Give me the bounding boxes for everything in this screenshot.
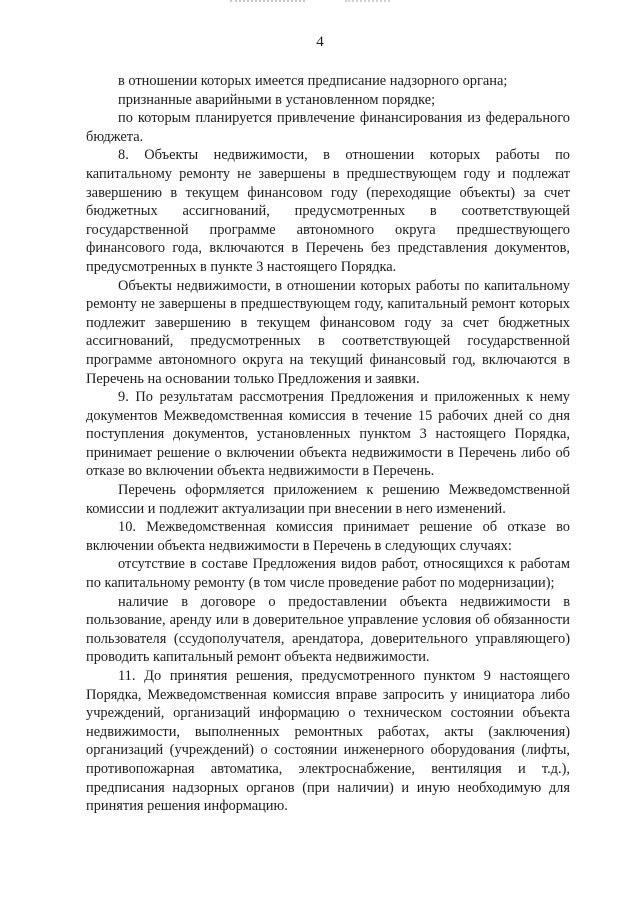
page-number: 4 bbox=[316, 34, 324, 50]
paragraph: в отношении которых имеется предписание надзорного органа; bbox=[118, 73, 508, 89]
paragraph: наличие в договоре о предоставлении объекта недвижимости в пользование, аренду или в доверительное управление условия об обязанности пользователя (ссудополучателя, арендатора, доверительного управляющего) проводить капитальный ремонт объекта недвижимости. bbox=[86, 593, 570, 666]
scan-artifact-right bbox=[345, 0, 390, 12]
paragraph: Перечень оформляется приложением к решению Межведомственной комиссии и подлежит актуализации при внесении в него изменений. bbox=[86, 482, 570, 517]
paragraph: по которым планируется привлечение финансирования из федерального бюджета. bbox=[86, 110, 570, 145]
paragraph-item-8: 8. Объекты недвижимости, в отношении которых работы по капитальному ремонту не завершены в предшествующем году и подлежат завершению в текущем финансовом году (переходящие объекты) за счет бюджетных ассигнований, предусмотренных в соответствующей государственной программе автономного округа предшествующего финансового года, включаются в Перечень без представления документов, предусмотренных в пункте 3 настоящего Порядка. bbox=[86, 147, 570, 275]
scan-artifact-left bbox=[230, 0, 305, 12]
paragraph-item-10: 10. Межведомственная комиссия принимает решение об отказе во включении объекта недвижимости в Перечень в следующих случаях: bbox=[86, 519, 570, 554]
paragraph: отсутствие в составе Предложения видов работ, относящихся к работам по капитальному ремонту (в том числе проведение работ по модернизации); bbox=[86, 556, 570, 592]
paragraph: признанные аварийными в установленном порядке; bbox=[118, 91, 436, 108]
paragraph-item-11: 11. До принятия решения, предусмотренного пунктом 9 настоящего Порядка, Межведомственная комиссия вправе запросить у инициатора либо учреждений, организаций информацию о техническом состоянии объекта недвижимости, выполненных ремонтных работах, акты (заключения) организаций (учреждений) о состоянии инженерного оборудования (лифты, противопожарная автоматика, электроснабжение, вентиляция и т.д.), предписания надзорных органов (при наличии) и иную необходимую для принятия решения информацию. bbox=[86, 668, 570, 815]
document-body bbox=[86, 72, 570, 816]
paragraph-item-9: 9. По результатам рассмотрения Предложения и приложенных к нему документов Межведомственная комиссия в течение 15 рабочих дней со дня поступления документов, установленных пунктом 3 настоящего Порядка, принимает решение о включении объекта недвижимости в Перечень либо об отказе во включении объекта недвижимости в Перечень. bbox=[86, 389, 570, 480]
paragraph: Объекты недвижимости, в отношении которых работы по капитальному ремонту не завершены в предшествующем году, капитальный ремонт которых подлежит завершению в текущем финансовом году за счет бюджетных ассигнований, предусмотренных в соответствующей государственной программе автономного округа на текущий финансовый год, включаются в Перечень на основании только Предложения и заявки. bbox=[86, 277, 570, 387]
